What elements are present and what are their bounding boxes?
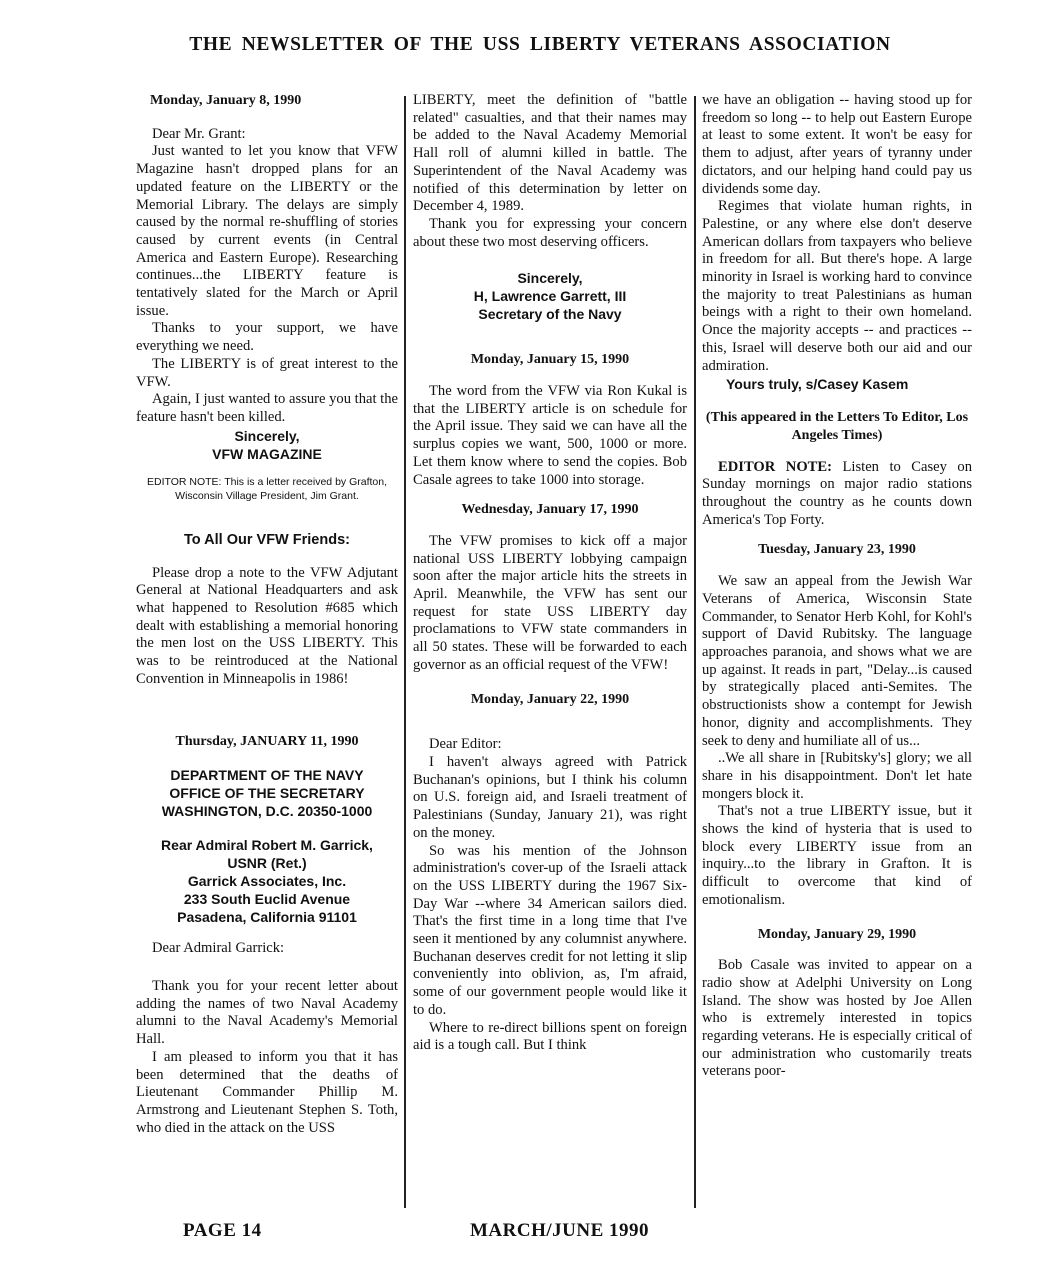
signature-line: Sincerely,: [234, 427, 300, 444]
paragraph: Thanks to your support, we have everything we need.: [136, 320, 398, 355]
letterhead-line: OFFICE OF THE SECRETARY: [169, 785, 365, 802]
editor-note-text: Listen to Casey on Sunday mornings on major radio stations throughout the country as he counts down America's Top Forty.: [702, 458, 972, 528]
paragraph: LIBERTY, meet the definition of "battle related" casualties, and that their names may be added to the Naval Academy Memorial Hall roll of alumni killed in battle. The Superintendent of the Naval Academy was notified of this determination by letter on December 4, 1989.: [413, 92, 687, 215]
salutation: Dear Editor:: [429, 736, 502, 753]
column-2: [413, 92, 687, 1055]
signature-line: Sincerely,: [517, 270, 583, 287]
editor-note: [702, 459, 972, 530]
column-rule: [404, 96, 406, 1208]
paragraph: The LIBERTY is of great interest to the VFW.: [136, 355, 398, 390]
column-3: [702, 92, 972, 1081]
salutation: Dear Admiral Garrick:: [152, 940, 285, 957]
editor-note-label: EDITOR NOTE:: [718, 458, 833, 475]
dateline: Wednesday, January 17, 1990: [461, 502, 639, 518]
letterhead-line: DEPARTMENT OF THE NAVY: [170, 767, 364, 784]
masthead: THE NEWSLETTER OF THE USS LIBERTY VETERANS ASSOCIATION: [189, 34, 891, 55]
letterhead-line: WASHINGTON, D.C. 20350-1000: [161, 803, 373, 820]
paragraph: So was his mention of the Johnson administration's cover-up of the Israeli attack on the USS LIBERTY during the 1967 Six-Day War --where 34 American sailors died. That's the first time in a long time that I've seen it mentioned by any columnist anywhere. Buchanan deserves credit for not letting it slip conveniently into oblivion, as, I'm afraid, some of our government people would like it to do.: [413, 842, 687, 1018]
paragraph: ..We all share in [Rubitsky's] glory; we all share in his disappointment. Don't let hate mongers block it.: [702, 750, 972, 802]
salutation: Dear Mr. Grant:: [152, 125, 246, 142]
dateline: Monday, January 22, 1990: [470, 691, 630, 707]
page-number: PAGE 14: [183, 1220, 262, 1241]
dateline: Tuesday, January 23, 1990: [758, 542, 916, 558]
dateline: Monday, January 8, 1990: [150, 93, 302, 108]
paragraph: The word from the VFW via Ron Kukal is that the LIBERTY article is on schedule for the April issue. They said we can have all the surplus copies we want, 500, 1000 or more. Let them know where to send the copies. Bob Casale agrees to take 1000 into storage.: [413, 383, 687, 488]
paragraph: Bob Casale was invited to appear on a radio show at Adelphi University on Long Island. The show was hosted by Joe Allen who is extremely interested in topics regarding veterans. He is especially critical of our administration who customarily treats veterans poor-: [702, 957, 972, 1080]
paragraph: Regimes that violate human rights, in Palestine, or any where else don't deserve American dollars from taxpayers who believe in freedom for all. But there's hope. A large minority in Israel is working hard to convince the majority to treat Palestinians as human beings with a right to their own homeland. Once the majority accepts -- and practices -- this, Israel will deserve both our aid and our admiration.: [702, 198, 972, 374]
dateline: Thursday, JANUARY 11, 1990: [175, 733, 359, 749]
address-line: Pasadena, California 91101: [177, 909, 357, 926]
address-line: Garrick Associates, Inc.: [187, 873, 347, 890]
paragraph: Thank you for expressing your concern about these two most deserving officers.: [413, 215, 687, 250]
section-heading: To All Our VFW Friends:: [184, 531, 350, 548]
signature-line: Yours truly, s/Casey Kasem: [726, 376, 909, 393]
dateline: Monday, January 15, 1990: [470, 352, 630, 368]
paragraph: I am pleased to inform you that it has been determined that the deaths of Lieutenant Commander Phillip M. Armstrong and Lieutenant Stephen S. Toth, who died in the attack on the USS: [136, 1048, 398, 1136]
paragraph: Please drop a note to the VFW Adjutant General at National Headquarters and ask what happened to Resolution #685 which dealt with establishing a memorial honoring the men lost on the USS LIBERTY. This was to be reintroduced at the National Convention in Minneapolis in 1986!: [136, 564, 398, 687]
column-1: [136, 92, 398, 1137]
source-note: (This appeared in the Letters To Editor, Los Angeles Times): [705, 410, 969, 443]
address-line: USNR (Ret.): [227, 855, 307, 872]
signature-line: H, Lawrence Garrett, III: [473, 288, 627, 305]
issue-date: MARCH/JUNE 1990: [470, 1220, 650, 1241]
paragraph: That's not a true LIBERTY issue, but it shows the kind of hysteria that is used to block every LIBERTY issue from an inquiry...to the library in Grafton. It is difficult to overcome that kind of emotionalism.: [702, 803, 972, 908]
paragraph: Again, I just wanted to assure you that the feature hasn't been killed.: [136, 391, 399, 425]
dateline: Monday, January 29, 1990: [757, 926, 917, 942]
address-line: 233 South Euclid Avenue: [183, 891, 351, 908]
paragraph: The VFW promises to kick off a major national USS LIBERTY lobbying campaign soon after the major article hits the streets in April. Meanwhile, the VFW has sent our request for state USS LIBERTY day proclamations to VFW state commanders in all 50 states. These will be forwarded to each governor as an official request of the VFW!: [413, 532, 687, 673]
paragraph: we have an obligation -- having stood up for freedom so long -- to help out Eastern Europe at least to some extent. It won't be easy for them to adjust, after years of tyranny under dictators, and our helping hand could pay us dividends some day.: [702, 92, 972, 197]
paragraph: We saw an appeal from the Jewish War Veterans of America, Wisconsin State Commander, to Senator Herb Kohl, for Kohl's support of David Rubitsky. The language approaches paranoia, and shows what we are up against. It reads in part, "Delay...is caused by strategically placed anti-Semites. The obstructionists show a contempt for Jewish honor, dignity and accomplishments. They seek to deny and humiliate all of us...: [702, 573, 972, 749]
editor-note: EDITOR NOTE: This is a letter received by Grafton, Wisconsin Village President, Jim Grant.: [146, 475, 388, 502]
paragraph: Thank you for your recent letter about adding the names of two Naval Academy alumni to the Naval Academy's Memorial Hall.: [136, 977, 398, 1048]
address-line: Rear Admiral Robert M. Garrick,: [161, 837, 373, 854]
paragraph: Just wanted to let you know that VFW Magazine hasn't dropped plans for an updated feature on the LIBERTY or the Memorial Library. The delays are simply caused by the normal re-shuffling of stories caused by current events (in Central America and Eastern Europe). Researching continues...the LIBERTY feature is tentatively slated for the March or April issue.: [136, 143, 398, 319]
column-rule: [694, 96, 696, 1208]
signature-line: Secretary of the Navy: [478, 306, 622, 323]
signature-line: VFW MAGAZINE: [212, 445, 322, 462]
paragraph: I haven't always agreed with Patrick Buchanan's opinions, but I think his column on U.S. foreign aid, and Israeli treatment of Palestinians (Sunday, January 21), was right on the money.: [413, 753, 687, 841]
paragraph: Where to re-direct billions spent on foreign aid is a tough call. But I think: [413, 1019, 687, 1054]
